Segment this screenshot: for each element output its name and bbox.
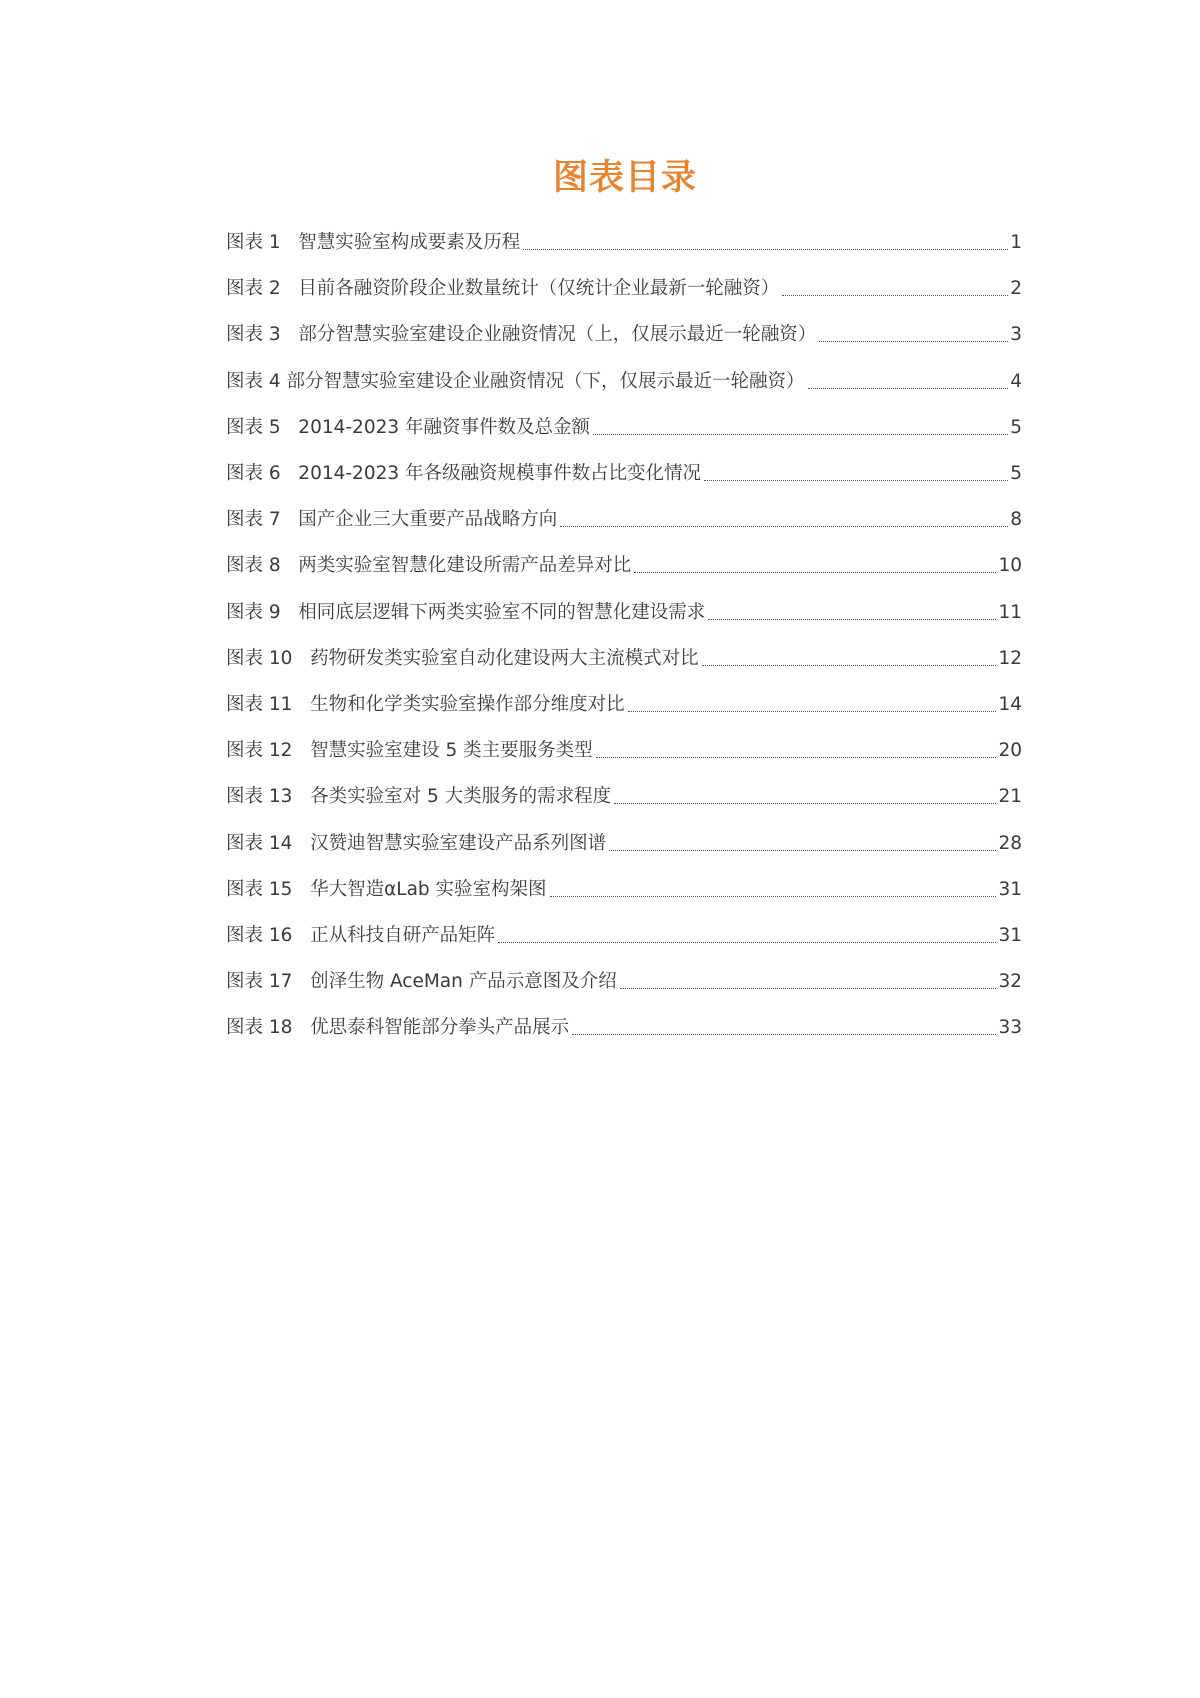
toc-entry-page-number: 3 xyxy=(1010,324,1022,346)
toc-entry[interactable] xyxy=(226,598,1022,628)
toc-entry-label: 图表 12 xyxy=(226,740,311,762)
toc-dot-leader xyxy=(614,802,996,804)
toc-entry[interactable] xyxy=(226,459,1022,489)
toc-entry-page-number: 4 xyxy=(1010,370,1022,392)
toc-entry[interactable] xyxy=(226,413,1022,443)
toc-entry-page-number: 5 xyxy=(1010,463,1022,484)
toc-entry[interactable] xyxy=(226,690,1022,720)
toc-entry-page-number: 20 xyxy=(998,740,1022,762)
toc-entry-page-number: 28 xyxy=(998,832,1022,854)
toc-entry-title: 部分智慧实验室建设企业融资情况（上，仅展示最近一轮融资） xyxy=(298,324,817,346)
toc-entry[interactable] xyxy=(226,505,1022,535)
toc-entry-label: 图表 2 xyxy=(226,278,299,300)
toc-dot-leader xyxy=(620,987,997,989)
toc-entry-page-number: 33 xyxy=(998,1017,1022,1039)
toc-dot-leader xyxy=(634,571,996,573)
toc-entry-label: 图表 17 xyxy=(226,971,311,993)
toc-entry-title: 创泽生物 AceMan 产品示意图及介绍 xyxy=(310,971,617,993)
toc-entry-label: 图表 16 xyxy=(226,925,311,946)
toc-entry[interactable] xyxy=(226,736,1022,766)
toc-entry[interactable] xyxy=(226,274,1022,304)
page-title: 图表目录 xyxy=(552,158,697,198)
toc-dot-leader xyxy=(782,294,1008,296)
toc-entry-page-number: 1 xyxy=(1010,232,1022,253)
toc-entry-page-number: 32 xyxy=(998,971,1022,993)
toc-entry[interactable] xyxy=(226,1013,1022,1043)
toc-entry-title: 正从科技自研产品矩阵 xyxy=(310,925,496,946)
toc-entry-label: 图表 13 xyxy=(226,786,311,808)
toc-entry-label: 图表 10 xyxy=(226,647,311,669)
toc-dot-leader xyxy=(704,479,1008,481)
toc-dot-leader xyxy=(708,618,996,620)
toc-entry-label: 图表 7 xyxy=(226,509,299,531)
toc-entry-title: 2014-2023 年各级融资规模事件数占比变化情况 xyxy=(298,463,702,484)
toc-entry-label: 图表 11 xyxy=(226,694,311,715)
toc-entry-label: 图表 14 xyxy=(226,832,311,854)
toc-entry-title: 生物和化学类实验室操作部分维度对比 xyxy=(310,694,625,715)
toc-entry[interactable] xyxy=(226,921,1022,951)
toc-entry-title: 华大智造αLab 实验室构架图 xyxy=(310,878,547,900)
toc-entry-title: 目前各融资阶段企业数量统计（仅统计企业最新一轮融资） xyxy=(298,278,780,300)
toc-entry-label: 图表 5 xyxy=(226,416,299,438)
toc-entry-page-number: 31 xyxy=(998,925,1022,946)
toc-dot-leader xyxy=(560,525,1008,527)
toc-dot-leader xyxy=(819,340,1008,342)
toc-dot-leader xyxy=(628,710,997,712)
toc-entry-label: 图表 3 xyxy=(226,324,299,346)
toc-entry-label: 图表 4 xyxy=(226,370,287,392)
toc-entry-title: 国产企业三大重要产品战略方向 xyxy=(298,509,558,531)
toc-entry-title: 各类实验室对 5 大类服务的需求程度 xyxy=(310,786,612,808)
toc-entry-page-number: 14 xyxy=(998,694,1022,715)
toc-entry[interactable] xyxy=(226,967,1022,997)
toc-entry-title: 优思泰科智能部分拳头产品展示 xyxy=(310,1017,570,1039)
toc-entry[interactable] xyxy=(226,782,1022,812)
toc-entry-title: 两类实验室智慧化建设所需产品差异对比 xyxy=(298,555,632,577)
toc-dot-leader xyxy=(498,941,996,943)
toc-entry[interactable] xyxy=(226,228,1022,258)
toc-dot-leader xyxy=(523,248,1008,250)
toc-entry-page-number: 21 xyxy=(998,786,1022,808)
toc-entry-label: 图表 1 xyxy=(226,232,299,253)
toc-entry-label: 图表 8 xyxy=(226,555,299,577)
toc-dot-leader xyxy=(702,664,997,666)
toc-entry-label: 图表 15 xyxy=(226,878,311,900)
toc-entry-label: 图表 18 xyxy=(226,1017,311,1039)
toc-dot-leader xyxy=(550,895,997,897)
toc-entry[interactable] xyxy=(226,644,1022,674)
toc-entry[interactable] xyxy=(226,367,1022,397)
toc-entry-page-number: 12 xyxy=(998,647,1022,669)
toc-entry-title: 相同底层逻辑下两类实验室不同的智慧化建设需求 xyxy=(298,601,706,623)
toc-entry-page-number: 8 xyxy=(1010,509,1022,531)
toc-dot-leader xyxy=(593,433,1008,435)
toc-entry-page-number: 5 xyxy=(1010,416,1022,438)
toc-entry[interactable] xyxy=(226,320,1022,350)
toc-entry-title: 部分智慧实验室建设企业融资情况（下，仅展示最近一轮融资） xyxy=(286,370,805,392)
toc-entry-page-number: 10 xyxy=(998,555,1022,577)
toc-entry[interactable] xyxy=(226,829,1022,859)
toc-entry[interactable] xyxy=(226,551,1022,581)
toc-dot-leader xyxy=(609,849,996,851)
toc-entry-label: 图表 9 xyxy=(226,601,299,623)
toc-entry[interactable] xyxy=(226,875,1022,905)
toc-entry-title: 智慧实验室构成要素及历程 xyxy=(298,232,521,253)
toc-dot-leader xyxy=(596,756,997,758)
toc-dot-leader xyxy=(572,1033,996,1035)
toc-entry-page-number: 11 xyxy=(998,601,1022,623)
toc-entry-page-number: 2 xyxy=(1010,278,1022,300)
toc-entry-title: 药物研发类实验室自动化建设两大主流模式对比 xyxy=(310,647,699,669)
toc-entry-title: 2014-2023 年融资事件数及总金额 xyxy=(298,416,591,438)
toc-entry-title: 汉赞迪智慧实验室建设产品系列图谱 xyxy=(310,832,607,854)
toc-entry-page-number: 31 xyxy=(998,878,1022,900)
toc-entry-title: 智慧实验室建设 5 类主要服务类型 xyxy=(310,740,593,762)
toc-dot-leader xyxy=(808,387,1009,389)
toc-entry-label: 图表 6 xyxy=(226,463,299,484)
